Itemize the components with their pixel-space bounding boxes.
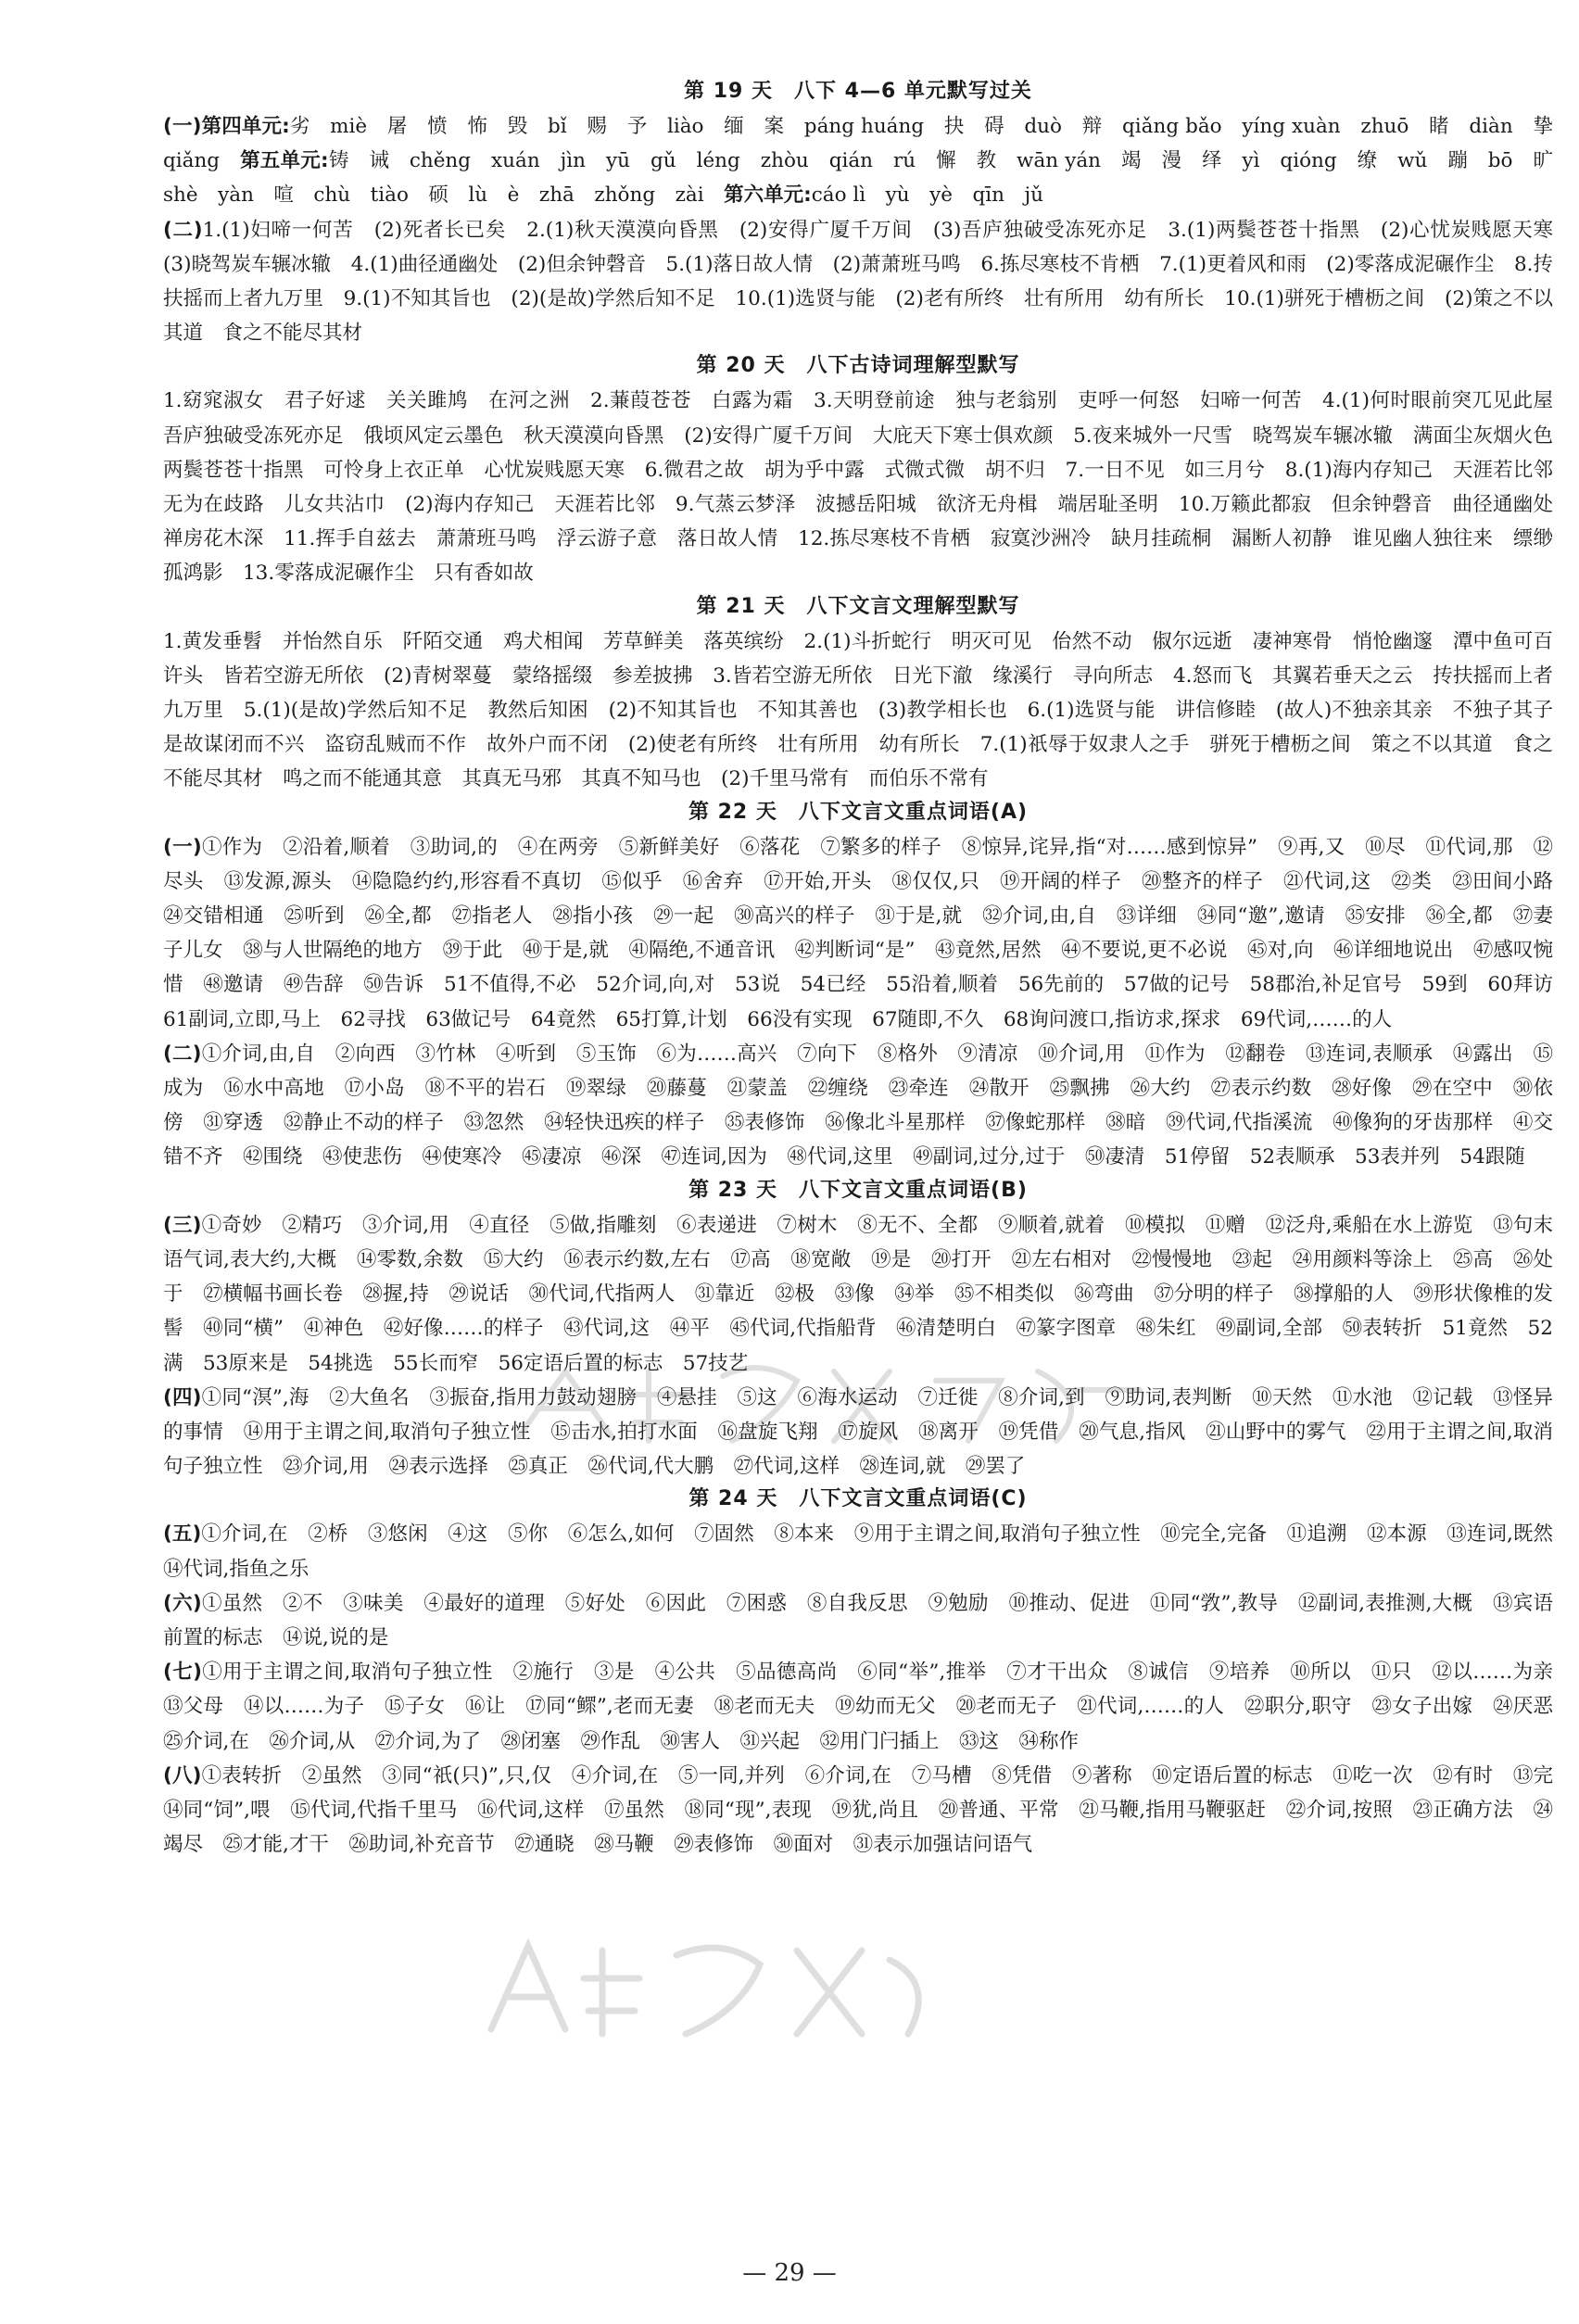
day-19-part-2 (163, 213, 1573, 351)
part-text: 1.黄发垂髫 并怡然自乐 阡陌交通 鸡犬相闻 芳草鲜美 落英缤纷 2.(1)斗折蛇行 明灭可见 佁然不动 俶尔远逝 凄神寒骨 悄怆幽邃 潭中鱼可百许头 皆若空游无所依 (2)青树翠蔓 蒙络摇缀 参差披拂 3.皆若空游无所依 日光下澈 缘溪行 寻向所志 4.怒而飞 其翼若垂天之云 抟扶摇而上者九万里 5.(1)(是故)学然后知不足 教然后知困 (2)不知其旨也 不知其善也 (3)教学相长也 6.(1)选贤与能 讲信修睦 (故人)不独亲其亲 不独子其子 是故谋闭而不兴 盗窃乱贼而不作 故外户而不闭 (2)使老有所终 壮有所用 幼有所长 7.(1)祇辱于奴隶人之手 骈死于槽枥之间 策之不以其道 食之不能尽其材 鸣之而不能通其意 其真无马邪 其真不知马也 (2)千里马常有 而伯乐不常有 (163, 629, 1573, 791)
day-24-part-4 (163, 1759, 1573, 1863)
part-text: ①作为 ②沿着,顺着 ③助词,的 ④在两旁 ⑤新鲜美好 ⑥落花 ⑦繁多的样子 ⑧惊异,诧异,指“对……感到惊异” ⑨再,又 ⑩尽 ⑪代词,那 ⑫尽头 ⑬发源,源头 ⑭隐隐约约,形容看不真切 ⑮似乎 ⑯舍弃 ⑰开始,开头 ⑱仅仅,只 ⑲开阔的样子 ⑳整齐的样子 ㉑代词,这 ㉒类 ㉓田间小路 ㉔交错相通 ㉕听到 ㉖全,都 ㉗指老人 ㉘指小孩 ㉙一起 ㉚高兴的样子 ㉛于是,就 ㉜介词,由,自 ㉝详细 ㉞同“邀”,邀请 ㉟安排 ㊱全,都 ㊲妻子儿女 ㊳与人世隔绝的地方 ㊴于此 ㊵于是,就 ㊶隔绝,不通音讯 ㊷判断词“是” ㊸竟然,居然 ㊹不要说,更不必说 ㊺对,向 ㊻详细地说出 ㊼感叹惋惜 ㊽邀请 ㊾告辞 ㊿告诉 51不值得,不必 52介词,向,对 53说 54已经 55沿着,顺着 56先前的 57做的记号 58郡治,补足官号 59到 60拜访 61副词,立即,马上 62寻找 63做记号 64竟然 65打算,计划 66没有实现 67随即,不久 68询问渡口,指访求,探求 69代词,……的人 (163, 835, 1573, 1031)
part-text: cáo lì yù yè qīn jǔ (811, 183, 1043, 208)
day-24-part-3 (163, 1655, 1573, 1759)
day-19-part-1 (163, 109, 1573, 213)
part-label: 第五单元: (240, 149, 329, 173)
day-19-title: 第 19 天 八下 4—6 单元默写过关 (684, 80, 1032, 103)
part-label: (八) (163, 1763, 202, 1787)
day-24-title: 第 24 天 八下文言文重点词语(C) (688, 1487, 1028, 1511)
day-22-title: 第 22 天 八下文言文重点词语(A) (688, 800, 1029, 824)
part-text: ①奇妙 ②精巧 ③介词,用 ④直径 ⑤做,指雕刻 ⑥表递进 ⑦树木 ⑧无不、全都 ⑨顺着,就着 ⑩模拟 ⑪赠 ⑫泛舟,乘船在水上游览 ⑬句末语气词,表大约,大概 ⑭零数,余数 ⑮大约 ⑯表示约数,左右 ⑰高 ⑱宽敞 ⑲是 ⑳打开 ㉑左右相对 ㉒慢慢地 ㉓起 ㉔用颜料等涂上 ㉕高 ㉖处于 ㉗横幅书画长卷 ㉘握,持 ㉙说话 ㉚代词,代指两人 ㉛靠近 ㉜极 ㉝像 ㉞举 ㉟不相类似 ㊱弯曲 ㊲分明的样子 ㊳撑船的人 ㊴形状像椎的发髻 ㊵同“横” ㊶神色 ㊷好像……的样子 ㊸代词,这 ㊹平 ㊺代词,代指船背 ㊻清楚明白 ㊼篆字图章 ㊽朱红 ㊾副词,全部 ㊿表转折 51竟然 52满 53原来是 54挑选 55长而窄 56定语后置的标志 57技艺 (163, 1213, 1553, 1375)
day-23-part-2 (163, 1381, 1553, 1484)
part-text: ①虽然 ②不 ③味美 ④最好的道理 ⑤好处 ⑥因此 ⑦困惑 ⑧自我反思 ⑨勉励 ⑩推动、促进 ⑪同“敩”,教导 ⑫副词,表推测,大概 ⑬宾语前置的标志 ⑭说,说的是 (163, 1591, 1553, 1649)
part-label: (一)第四单元: (163, 115, 290, 138)
part-text: 劣 miè 屠 愤 怖 毁 bǐ 赐 予 liào 缅 案 páng huáng 抉 碍 duò 辩 qiǎng bǎo yíng xuàn zhuō 睹 diàn 挚 qiǎng (163, 115, 1573, 173)
day-22-part-2 (163, 1037, 1553, 1175)
part-text: 铸 诫 chěng xuán jìn yū gǔ léng zhòu qián rú 懈 教 wān yán 竭 漫 绎 yì qióng 缭 wǔ 蹦 bō 旷 shè yàn 喧 chù tiào 硕 lù è zhā zhǒng zài (163, 149, 1573, 208)
part-label: (六) (163, 1591, 202, 1615)
day-24-part-1 (163, 1517, 1573, 1585)
part-label: (三) (163, 1213, 202, 1237)
day-23-part-1 (163, 1208, 1553, 1381)
part-text: ①用于主谓之间,取消句子独立性 ②施行 ③是 ④公共 ⑤品德高尚 ⑥同“举”,推举 ⑦才干出众 ⑧诚信 ⑨培养 ⑩所以 ⑪只 ⑫以……为亲 ⑬父母 ⑭以……为子 ⑮子女 ⑯让 ⑰同“鳏”,老而无妻 ⑱老而无夫 ⑲幼而无父 ⑳老而无子 ㉑代词,……的人 ㉒职分,职守 ㉓女子出嫁 ㉔厌恶 ㉕介词,在 ㉖介词,从 ㉗介词,为了 ㉘闭塞 ㉙作乱 ㉚害人 ㉛兴起 ㉜用门闩插上 ㉝这 ㉞称作 (163, 1661, 1573, 1753)
part-label: (四) (163, 1385, 202, 1409)
part-text: ①介词,在 ②桥 ③悠闲 ④这 ⑤你 ⑥怎么,如何 ⑦固然 ⑧本来 ⑨用于主谓之间,取消句子独立性 ⑩完全,完备 ⑪追溯 ⑫本源 ⑬连词,既然 ⑭代词,指鱼之乐 (163, 1522, 1573, 1581)
part-label: 第六单元: (724, 183, 812, 208)
part-label: (七) (163, 1661, 202, 1685)
day-21-part-1 (163, 625, 1573, 797)
day-21-title: 第 21 天 八下文言文理解型默写 (696, 594, 1020, 618)
page-number: — 29 — (742, 2259, 837, 2287)
watermark-stamp (473, 1927, 954, 2048)
part-text: ①表转折 ②虽然 ③同“祇(只)”,只,仅 ④介词,在 ⑤一同,并列 ⑥介词,在 ⑦马槽 ⑧凭借 ⑨著称 ⑩定语后置的标志 ⑪吃一次 ⑫有时 ⑬完 ⑭同“饲”,喂 ⑮代词,代指千里马 ⑯代词,这样 ⑰虽然 ⑱同“现”,表现 ⑲犹,尚且 ⑳普通、平常 ㉑马鞭,指用马鞭驱赶 ㉒介词,按照 ㉓正确方法 ㉔竭尽 ㉕才能,才干 ㉖助词,补充音节 ㉗通晓 ㉘马鞭 ㉙表修饰 ㉚面对 ㉛表示加强诘问语气 (163, 1763, 1573, 1857)
day-20-title: 第 20 天 八下古诗词理解型默写 (696, 354, 1020, 378)
part-text: 1.(1)妇啼一何苦 (2)死者长已矣 2.(1)秋天漠漠向昏黑 (2)安得广厦千万间 (3)吾庐独破受冻死亦足 3.(1)两鬓苍苍十指黑 (2)心忧炭贱愿天寒 (3)晓驾炭车辗冰辙 4.(1)曲径通幽处 (2)但余钟磬音 5.(1)落日故人情 (2)萧萧班马鸣 6.拣尽寒枝不肯栖 7.(1)更着风和雨 (2)零落成泥碾作尘 8.抟扶摇而上者九万里 9.(1)不知其旨也 (2)(是故)学然后知不足 10.(1)选贤与能 (2)老有所终 壮有所用 幼有所长 10.(1)骈死于槽枥之间 (2)策之不以其道 食之不能尽其材 (163, 218, 1573, 346)
part-text: ①同“溟”,海 ②大鱼名 ③振奋,指用力鼓动翅膀 ④悬挂 ⑤这 ⑥海水运动 ⑦迁徙 ⑧介词,到 ⑨助词,表判断 ⑩天然 ⑪水池 ⑫记载 ⑬怪异的事情 ⑭用于主谓之间,取消句子独立性 ⑮击水,拍打水面 ⑯盘旋飞翔 ⑰旋风 ⑱离开 ⑲凭借 ⑳气息,指风 ㉑山野中的雾气 ㉒用于主谓之间,取消句子独立性 ㉓介词,用 ㉔表示选择 ㉕真正 ㉖代词,代大鹏 ㉗代词,这样 ㉘连词,就 ㉙罢了 (163, 1385, 1554, 1479)
day-24-part-2 (163, 1586, 1553, 1655)
page-content (163, 76, 1573, 1862)
part-label: (二) (163, 218, 203, 242)
part-text: ①介词,由,自 ②向西 ③竹林 ④听到 ⑤玉饰 ⑥为……高兴 ⑦向下 ⑧格外 ⑨清凉 ⑩介词,用 ⑪作为 ⑫翻卷 ⑬连词,表顺承 ⑭露出 ⑮成为 ⑯水中高地 ⑰小岛 ⑱不平的岩石 ⑲翠绿 ⑳藤蔓 ㉑蒙盖 ㉒缠绕 ㉓牵连 ㉔散开 ㉕飘拂 ㉖大约 ㉗表示约数 ㉘好像 ㉙在空中 ㉚依傍 ㉛穿透 ㉜静止不动的样子 ㉝忽然 ㉞轻快迅疾的样子 ㉟表修饰 ㊱像北斗星那样 ㊲像蛇那样 ㊳暗 ㊴代词,代指溪流 ㊵像狗的牙齿那样 ㊶交错不齐 ㊷围绕 ㊸使悲伤 ㊹使寒冷 ㊺凄凉 ㊻深 ㊼连词,因为 ㊽代词,这里 ㊾副词,过分,过于 ㊿凄清 51停留 52表顺承 53表并列 54跟随 (163, 1042, 1554, 1169)
part-label: (二) (163, 1042, 202, 1066)
day-23-title: 第 23 天 八下文言文重点词语(B) (688, 1178, 1028, 1202)
part-label: (五) (163, 1522, 202, 1547)
part-text: 1.窈窕淑女 君子好逑 关关雎鸠 在河之洲 2.蒹葭苍苍 白露为霜 3.天明登前途 独与老翁别 吏呼一何怒 妇啼一何苦 4.(1)何时眼前突兀见此屋 吾庐独破受冻死亦足 俄顷风定云墨色 秋天漠漠向昏黑 (2)安得广厦千万间 大庇天下寒士俱欢颜 5.夜来城外一尺雪 晓驾炭车辗冰辙 满面尘灰烟火色 两鬓苍苍十指黑 可怜身上衣正单 心忧炭贱愿天寒 6.微君之故 胡为乎中露 式微式微 胡不归 7.一日不见 如三月兮 8.(1)海内存知己 天涯若比邻 无为在歧路 儿女共沾巾 (2)海内存知己 天涯若比邻 9.气蒸云梦泽 波撼岳阳城 欲济无舟楫 端居耻圣明 10.万籁此都寂 但余钟磬音 曲径通幽处 禅房花木深 11.挥手自兹去 萧萧班马鸣 浮云游子意 落日故人情 12.拣尽寒枝不肯栖 寂寞沙洲冷 缺月挂疏桐 漏断人初静 谁见幽人独往来 缥缈孤鸿影 13.零落成泥碾作尘 只有香如故 (163, 389, 1573, 586)
day-20-part-1 (163, 384, 1573, 590)
part-label: (一) (163, 835, 202, 859)
day-22-part-1 (163, 830, 1573, 1037)
